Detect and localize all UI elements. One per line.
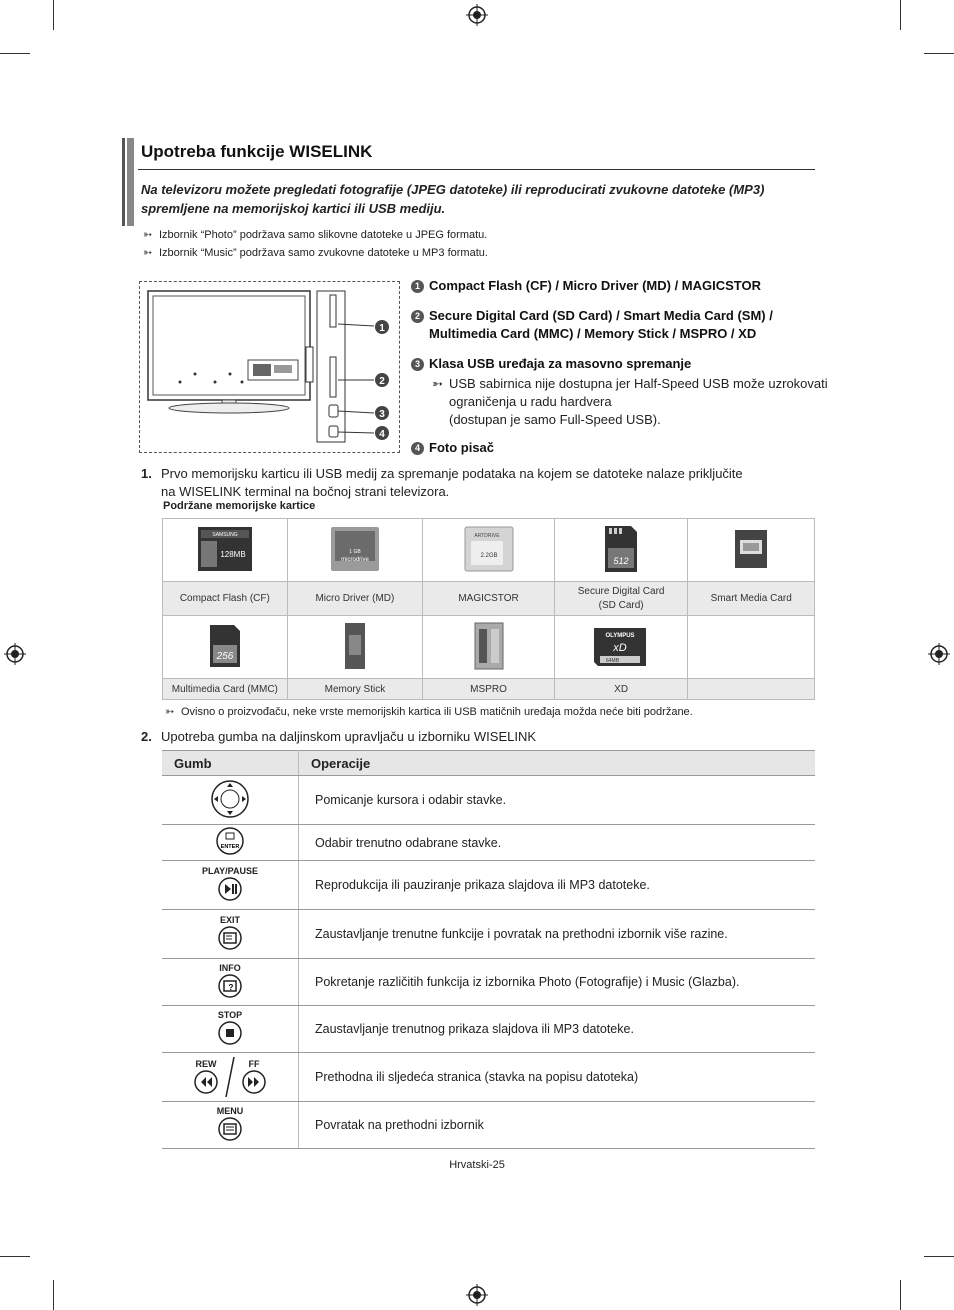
button-label: EXIT xyxy=(219,914,240,925)
compact-flash-card-icon xyxy=(197,526,253,572)
step-number: 2. xyxy=(141,729,152,744)
play-pause-icon xyxy=(217,876,243,902)
remote-operations-table xyxy=(162,750,815,1149)
card-label: XD xyxy=(554,679,688,700)
operation-text: Zaustavljanje trenutne funkcije i povratak na prethodni izbornik više razine. xyxy=(299,910,816,959)
svg-text:1 GB: 1 GB xyxy=(349,548,361,555)
card-label: Micro Driver (MD) xyxy=(287,582,423,616)
button-cell xyxy=(162,861,299,910)
card-image-md xyxy=(287,519,423,582)
direction-pad-icon xyxy=(210,779,250,819)
svg-text:ARTDRIVE: ARTDRIVE xyxy=(473,532,500,539)
card-label xyxy=(688,679,815,700)
menu-icon xyxy=(217,1116,243,1142)
button-label: REW xyxy=(195,1059,217,1069)
svg-text:512: 512 xyxy=(613,555,629,566)
feature-3-note-3: (dostupan je samo Full-Speed USB). xyxy=(449,412,661,427)
operation-text: Pomicanje kursora i odabir stavke. xyxy=(299,776,816,825)
title-rule xyxy=(138,169,815,170)
card-label: Smart Media Card xyxy=(688,582,815,616)
svg-text:ENTER: ENTER xyxy=(220,844,240,850)
button-label: PLAY/PAUSE xyxy=(201,865,259,876)
card-image-sd xyxy=(554,519,688,582)
operation-text: Odabir trenutno odabrane stavke. xyxy=(299,825,816,861)
number-badge: 3 xyxy=(411,358,424,371)
card-image-mmc xyxy=(163,616,288,679)
mspro-card-icon xyxy=(471,621,507,671)
page-footer: Hrvatski-25 xyxy=(449,1159,505,1171)
ops-header-operation: Operacije xyxy=(299,751,816,776)
step-1: 1. Prvo memorijsku karticu ili USB medij za spremanje podataka na kojem se datoteke nalaze priključite na WISELINK terminal na bočnoj strani televizora. xyxy=(141,466,743,499)
button-cell xyxy=(162,959,299,1006)
mmc-card-icon xyxy=(207,623,243,669)
step-2: 2. Upotreba gumba na daljinskom upravljaču u izborniku WISELINK xyxy=(141,729,537,744)
svg-text:xD: xD xyxy=(613,641,627,654)
xd-card-icon xyxy=(592,624,650,668)
svg-text:OLYMPUS: OLYMPUS xyxy=(605,632,635,639)
number-badge: 1 xyxy=(411,280,424,293)
info-icon xyxy=(217,973,243,999)
registration-mark-icon xyxy=(466,1284,488,1306)
svg-text:2.2GB: 2.2GB xyxy=(480,552,498,559)
memory-stick-icon xyxy=(342,621,368,671)
crop-mark xyxy=(0,53,30,54)
button-cell xyxy=(162,910,299,959)
svg-text:microdrive: microdrive xyxy=(341,556,369,563)
note-music: ➳ Izbornik “Music” podržava samo zvukovne datoteke u MP3 formatu. xyxy=(143,247,488,259)
card-image-sm xyxy=(688,519,815,582)
arrow-icon: ➳ xyxy=(143,229,153,241)
button-cell xyxy=(162,1006,299,1053)
svg-text:SAMSUNG: SAMSUNG xyxy=(212,531,238,538)
note-photo: ➳ Izbornik “Photo” podržava samo slikovne datoteke u JPEG formatu. xyxy=(143,229,488,241)
title-accent-bar xyxy=(122,138,134,226)
card-image-empty xyxy=(688,616,815,679)
crop-mark xyxy=(900,1280,901,1310)
ops-header-button: Gumb xyxy=(162,751,299,776)
operation-text: Prethodna ili sljedeća stranica (stavka na popisu datoteka) xyxy=(299,1053,816,1102)
supported-cards-table xyxy=(162,518,815,700)
svg-text:256: 256 xyxy=(216,650,234,662)
operation-text: Reprodukcija ili pauziranje prikaza slajdova ili MP3 datoteke. xyxy=(299,861,816,910)
step-number: 1. xyxy=(141,466,152,481)
card-label: Compact Flash (CF) xyxy=(163,582,288,616)
crop-mark xyxy=(924,53,954,54)
svg-text:128MB: 128MB xyxy=(220,549,246,559)
button-label: STOP xyxy=(217,1009,243,1020)
crop-mark xyxy=(53,1280,54,1310)
card-label: Multimedia Card (MMC) xyxy=(163,679,288,700)
cards-caption: Podržane memorijske kartice xyxy=(163,500,316,512)
card-label: MSPRO xyxy=(423,679,555,700)
card-image-magicstor xyxy=(423,519,555,582)
feature-3-note: ➳ USB sabirnica nije dostupna jer Half-Speed USB može uzrokovati xyxy=(432,376,828,391)
button-cell xyxy=(162,776,299,825)
feature-4: 4 Foto pisač xyxy=(411,439,494,457)
card-image-xd xyxy=(554,616,688,679)
feature-1: 1 Compact Flash (CF) / Micro Driver (MD) / MAGICSTOR xyxy=(411,277,761,295)
page-title: Upotreba funkcije WISELINK xyxy=(141,142,373,161)
number-badge: 4 xyxy=(411,442,424,455)
diagram-num-3: 3 xyxy=(379,409,385,420)
sd-card-icon xyxy=(601,524,641,574)
rewind-icon xyxy=(193,1069,219,1095)
magicstor-card-icon xyxy=(463,525,515,573)
operation-text: Zaustavljanje trenutnog prikaza slajdova ili MP3 datoteke. xyxy=(299,1006,816,1053)
number-badge: 2 xyxy=(411,310,424,323)
button-label: MENU xyxy=(216,1105,244,1116)
card-image-mspro xyxy=(423,616,555,679)
button-label: FF xyxy=(248,1059,260,1069)
feature-3-note-2: ograničenja u radu hardvera xyxy=(449,394,612,409)
operation-text: Povratak na prethodni izbornik xyxy=(299,1102,816,1149)
tv-diagram-icon xyxy=(140,282,399,452)
crop-mark xyxy=(53,0,54,30)
crop-mark xyxy=(900,0,901,30)
svg-text:?: ? xyxy=(228,982,234,992)
card-label: Memory Stick xyxy=(287,679,423,700)
crop-mark xyxy=(924,1256,954,1257)
button-label: INFO xyxy=(219,962,241,973)
feature-3: 3 Klasa USB uređaja za masovno spremanje xyxy=(411,355,691,373)
operation-text: Pokretanje različitih funkcija iz izbornika Photo (Fotografije) i Music (Glazba). xyxy=(299,959,816,1006)
smart-media-card-icon xyxy=(733,528,769,570)
card-image-cf xyxy=(163,519,288,582)
micro-drive-card-icon xyxy=(329,525,381,573)
slash-divider-icon xyxy=(225,1056,235,1098)
card-image-memory-stick xyxy=(287,616,423,679)
arrow-icon: ➳ xyxy=(432,376,443,391)
registration-mark-icon xyxy=(928,643,950,665)
button-cell xyxy=(162,825,299,861)
card-label: MAGICSTOR xyxy=(423,582,555,616)
fast-forward-icon xyxy=(241,1069,267,1095)
svg-text:64MB: 64MB xyxy=(606,657,620,664)
exit-icon xyxy=(217,925,243,951)
card-label: Secure Digital Card (SD Card) xyxy=(554,582,688,616)
diagram-num-4: 4 xyxy=(379,429,385,440)
stop-icon xyxy=(217,1020,243,1046)
button-cell xyxy=(162,1053,299,1102)
diagram-num-1: 1 xyxy=(379,323,385,334)
arrow-icon: ➳ xyxy=(143,247,153,259)
crop-mark xyxy=(0,1256,30,1257)
registration-mark-icon xyxy=(4,643,26,665)
intro-text: Na televizoru možete pregledati fotografije (JPEG datoteke) ili reproducirati zvukovne datoteke (MP3) spremljene na memorijskoj kartici ili USB mediju. xyxy=(141,182,765,216)
diagram-num-2: 2 xyxy=(379,376,385,387)
button-cell xyxy=(162,1102,299,1149)
tv-side-diagram xyxy=(139,281,400,453)
cards-note: ➳ Ovisno o proizvođaču, neke vrste memorijskih kartica ili USB matičnih uređaja možda neće biti podržane. xyxy=(165,706,693,718)
arrow-icon: ➳ xyxy=(165,706,175,718)
registration-mark-icon xyxy=(466,4,488,26)
enter-button-icon xyxy=(215,826,245,856)
feature-2: 2 Secure Digital Card (SD Card) / Smart Media Card (SM) / xyxy=(411,307,773,325)
feature-2b: Multimedia Card (MMC) / Memory Stick / MSPRO / XD xyxy=(429,326,757,341)
